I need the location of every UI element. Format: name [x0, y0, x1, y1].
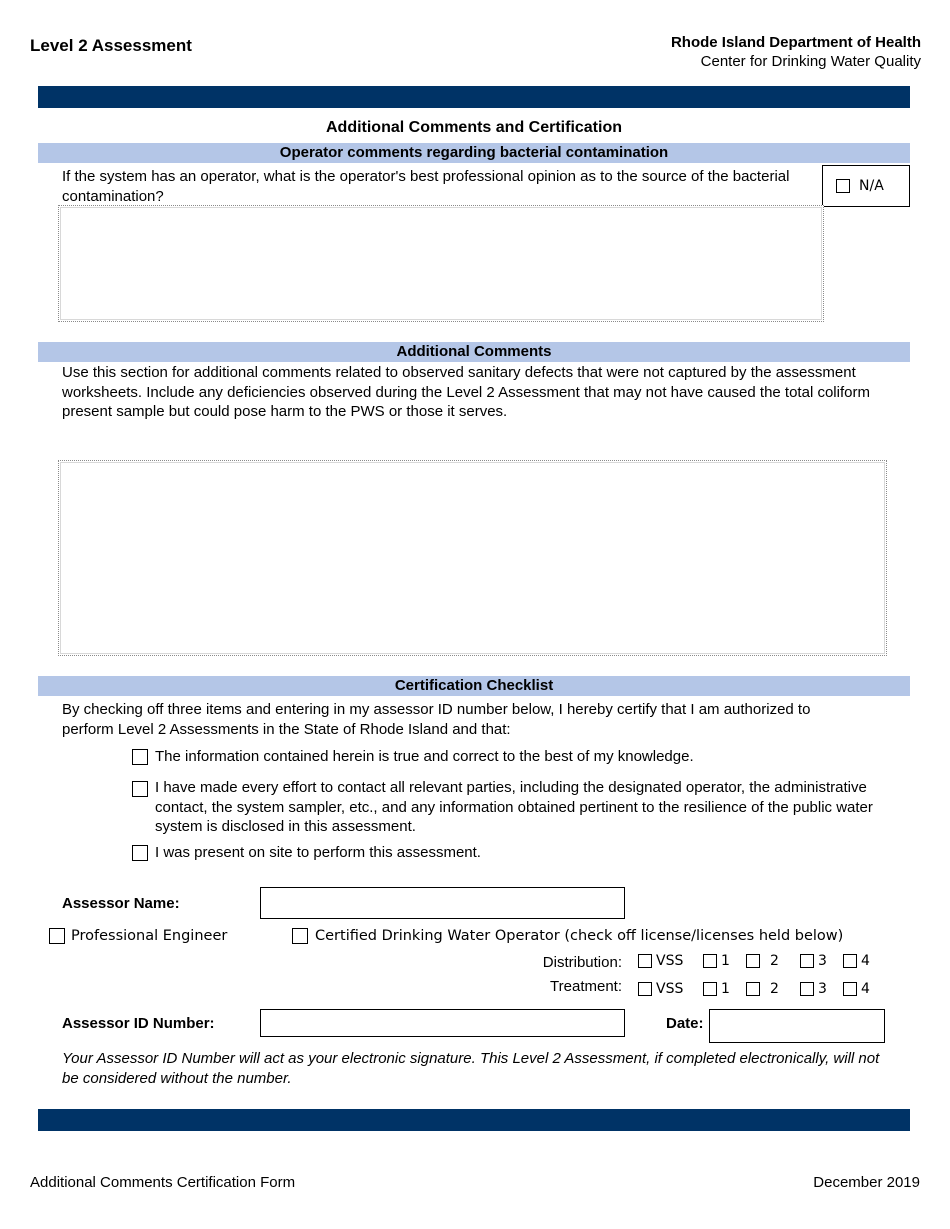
distribution-1[interactable]: 1 — [703, 953, 730, 969]
cert-item-1-text: The information contained herein is true and correct to the best of my knowledge. — [155, 748, 694, 765]
certification-checklist-band: Certification Checklist — [38, 676, 910, 696]
na-label: N/A — [859, 178, 884, 194]
section-heading: Additional Comments and Certification — [325, 119, 622, 136]
assessor-id-note: Your Assessor ID Number will act as your electronic signature. This Level 2 Assessment, if completed electronically, will not be considered without the number. — [62, 1050, 880, 1087]
assessor-name-label: Assessor Name: — [62, 895, 180, 912]
additional-comments-textarea[interactable] — [58, 460, 887, 656]
distribution-3[interactable]: 3 — [800, 953, 827, 969]
org-center: Center for Drinking Water Quality — [700, 53, 921, 70]
cdwo-label: Certified Drinking Water Operator (check off license/licenses held below) — [315, 928, 844, 944]
cert-item-1-checkbox[interactable] — [132, 748, 148, 766]
na-box[interactable] — [822, 165, 910, 207]
treatment-4[interactable]: 4 — [843, 981, 870, 997]
distribution-4[interactable]: 4 — [843, 953, 870, 969]
top-divider-bar — [38, 86, 910, 108]
cert-item-2-text: I have made every effort to contact all relevant parties, including the designated operator, the administrative contact, the system sampler, etc., and any information obtained pertinent to the resilience of the public water system is disclosed in this assessment. — [155, 779, 873, 835]
treatment-vss[interactable]: VSS — [638, 981, 683, 997]
distribution-vss[interactable]: VSS — [638, 953, 683, 969]
footer-date: December 2019 — [813, 1174, 920, 1191]
certification-intro: By checking off three items and entering in my assessor ID number below, I hereby certify that I am authorized to perform Level 2 Assessments in the State of Rhode Island and that: — [62, 701, 811, 738]
assessor-id-label: Assessor ID Number: — [62, 1015, 215, 1032]
professional-engineer-checkbox[interactable] — [49, 928, 65, 944]
additional-comments-band: Additional Comments — [38, 342, 910, 362]
page-title: Level 2 Assessment — [30, 36, 192, 55]
date-label: Date: — [666, 1015, 704, 1032]
cdwo-option[interactable] — [292, 928, 843, 944]
distribution-label: Distribution: — [542, 954, 622, 971]
date-input[interactable] — [709, 1009, 885, 1043]
na-checkbox[interactable] — [836, 179, 850, 193]
cdwo-checkbox[interactable] — [292, 928, 308, 944]
cert-item-3-text: I was present on site to perform this assessment. — [155, 844, 481, 861]
assessor-name-input[interactable] — [260, 887, 625, 919]
cert-item-2-checkbox[interactable] — [132, 780, 148, 798]
operator-question: If the system has an operator, what is the operator's best professional opinion as to the source of the bacterial contamination? — [62, 168, 790, 205]
distribution-2[interactable]: 2 — [746, 953, 779, 969]
treatment-1[interactable]: 1 — [703, 981, 730, 997]
cert-item-3-checkbox[interactable] — [132, 844, 148, 862]
treatment-label: Treatment: — [550, 978, 622, 995]
assessor-id-input[interactable] — [260, 1009, 625, 1037]
footer-form-name: Additional Comments Certification Form — [30, 1174, 296, 1191]
operator-comments-textarea[interactable] — [58, 205, 824, 322]
professional-engineer-label: Professional Engineer — [71, 928, 228, 944]
additional-comments-description: Use this section for additional comments related to observed sanitary defects that were not captured by the assessment worksheets. Include any deficiencies observed during the Level 2 Assessment that may not have caused the total coliform present sample but could pose harm to the PWS or those it serves. — [62, 364, 870, 420]
treatment-2[interactable]: 2 — [746, 981, 779, 997]
bottom-divider-bar — [38, 1109, 910, 1131]
treatment-3[interactable]: 3 — [800, 981, 827, 997]
org-name: Rhode Island Department of Health — [670, 34, 921, 51]
professional-engineer-option[interactable] — [49, 928, 227, 944]
operator-comments-band: Operator comments regarding bacterial contamination — [38, 143, 910, 163]
